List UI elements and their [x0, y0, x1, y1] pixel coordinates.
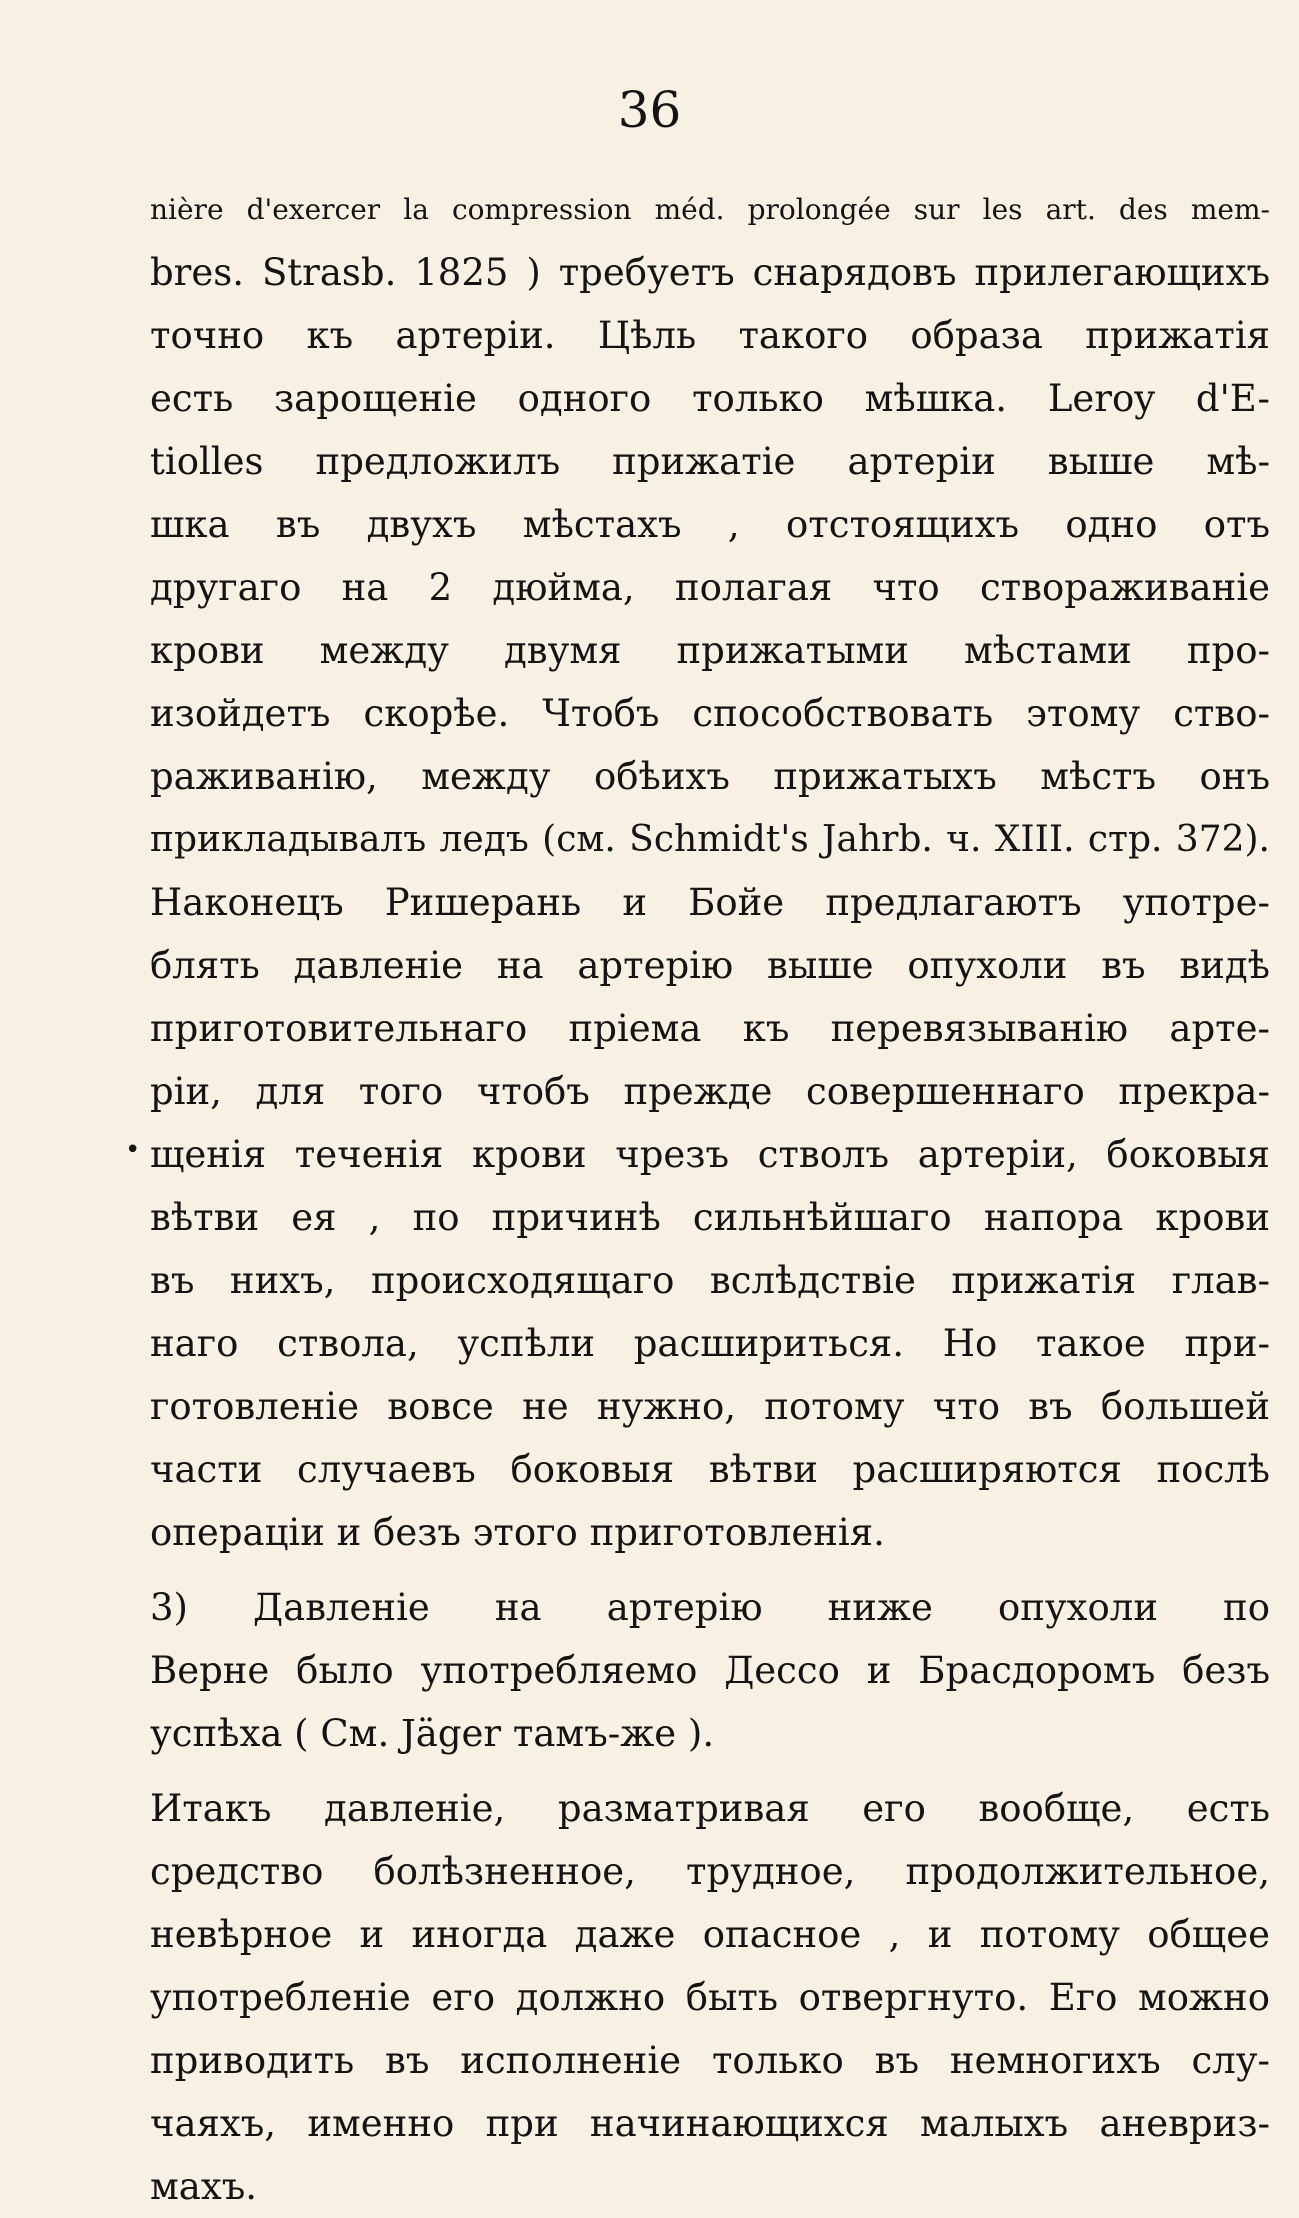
- text-line-22: операціи и безъ этого приготовленія.: [150, 1511, 885, 1554]
- text-line-19: наго ствола, успѣли расшириться. Но такое при-: [150, 1322, 1270, 1365]
- text-line-14: приготовительнаго пріема къ перевязыванію арте-: [150, 1007, 1270, 1050]
- text-line-2: bres. Strasb. 1825 ) требуетъ снарядовъ прилегающихъ: [150, 251, 1270, 294]
- text-line-6: шка въ двухъ мѣстахъ , отстоящихъ одно отъ: [150, 503, 1270, 546]
- text-line-24: Верне было употребляемо Дессо и Брасдоромъ безъ: [150, 1649, 1270, 1692]
- text-line-7: другаго на 2 дюйма, полагая что створаживаніе: [150, 566, 1270, 609]
- text-line-27: средство болѣзненное, трудное, продолжительное,: [150, 1850, 1270, 1893]
- text-line-20: готовленіе вовсе не нужно, потому что въ большей: [150, 1385, 1270, 1428]
- text-line-17: вѣтви ея , по причинѣ сильнѣйшаго напора крови: [150, 1196, 1270, 1239]
- text-line-30: приводить въ исполненіе только въ немногихъ слу-: [150, 2039, 1270, 2082]
- text-line-29: употребленіе его должно быть отвергнуто. Его можно: [150, 1976, 1270, 2019]
- text-line-10: раживанію, между обѣихъ прижатыхъ мѣстъ онъ: [150, 755, 1270, 798]
- paragraph-gap: [150, 1564, 1270, 1576]
- text-line-18: въ нихъ, происходящаго вслѣдствіе прижатія глав-: [150, 1259, 1270, 1302]
- margin-mark: •: [125, 1135, 141, 1165]
- text-line-28: невѣрное и иногда даже опасное , и потому общее: [150, 1913, 1270, 1956]
- text-line-26: Итакъ давленіе, разматривая его вообще, есть: [150, 1787, 1270, 1830]
- body-text: [150, 178, 1270, 2218]
- text-line-4: есть зарощеніе одного только мѣшка. Leroy d'E-: [150, 377, 1270, 420]
- text-line-1: nière d'exercer la compression méd. prolongée sur les art. des mem-: [150, 193, 1270, 226]
- text-line-21: части случаевъ боковыя вѣтви расширяются послѣ: [150, 1448, 1270, 1491]
- text-line-8: крови между двумя прижатыми мѣстами про-: [150, 629, 1270, 672]
- paragraph-gap: [150, 1765, 1270, 1777]
- text-line-15: ріи, для того чтобъ прежде совершеннаго прекра-: [150, 1070, 1270, 1113]
- text-line-23: 3) Давленіе на артерію ниже опухоли по: [150, 1586, 1270, 1629]
- text-line-12: Наконецъ Ришерань и Бойе предлагаютъ употре-: [150, 881, 1270, 924]
- text-line-9: изойдетъ скорѣе. Чтобъ способствовать этому ство-: [150, 692, 1270, 735]
- text-line-11: прикладывалъ ледъ (см. Schmidt's Jahrb. ч. XIII. стр. 372).: [150, 819, 1270, 860]
- text-line-16: щенія теченія крови чрезъ стволъ артеріи, боковыя: [150, 1133, 1270, 1176]
- text-line-25: успѣха ( См. Jäger тамъ-же ).: [150, 1712, 715, 1755]
- text-line-32: махъ.: [150, 2165, 258, 2208]
- text-line-13: блять давленіе на артерію выше опухоли въ видѣ: [150, 944, 1270, 987]
- text-line-31: чаяхъ, именно при начинающихся малыхъ аневриз-: [150, 2102, 1270, 2145]
- text-line-3: точно къ артеріи. Цѣль такого образа прижатія: [150, 314, 1270, 357]
- text-line-5: tiolles предложилъ прижатіе артеріи выше мѣ-: [150, 440, 1270, 483]
- page-number: 36: [617, 81, 682, 139]
